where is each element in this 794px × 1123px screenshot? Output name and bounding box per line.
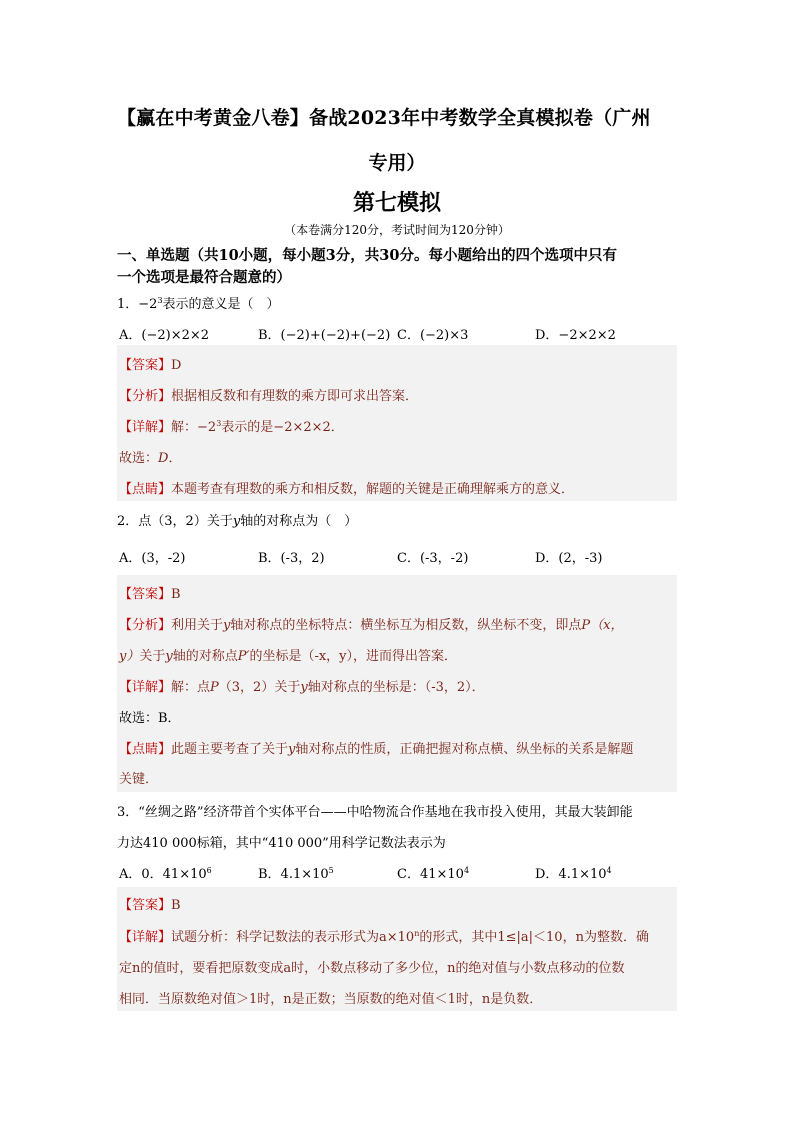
q1-answer-value: D bbox=[171, 358, 182, 373]
detail-label: 【详解】 bbox=[119, 680, 172, 695]
q2-comment-var: y bbox=[288, 742, 296, 757]
q1-option-b: B．(−2)+(−2)+(−2) bbox=[258, 328, 391, 343]
q1-expr: −2 bbox=[138, 297, 158, 312]
q2-analysis-text-c: 轴对称点的坐标特点：横坐标互为相反数，纵坐标不变，即点 bbox=[230, 618, 582, 633]
q1-detail-rest: 表示的是−2×2×2． bbox=[221, 420, 344, 435]
q1-analysis-text: 根据相反数和有理数的乘方即可求出答案． bbox=[171, 389, 419, 404]
q1-choose-label: 故选： bbox=[119, 451, 159, 466]
q3-option-c-base: C．41×10 bbox=[397, 867, 464, 882]
q3-option-b-base: B．4.1×10 bbox=[258, 867, 329, 882]
q2-stem-pre: 2．点（3，2）关于 bbox=[117, 514, 233, 529]
q1-detail bbox=[119, 416, 344, 435]
q3-option-d-base: D．4.1×10 bbox=[535, 867, 607, 882]
q2-detail-c: （3，2）关于 bbox=[218, 680, 301, 695]
detail-label: 【详解】 bbox=[119, 930, 172, 945]
q1-comment-text: 本题考查有理数的乘方和相反数，解题的关键是正确理解乘方的意义． bbox=[171, 482, 575, 497]
q2-detail-a: 解：点 bbox=[171, 680, 211, 695]
q3-option-a bbox=[119, 863, 212, 882]
q1-expr-exponent: 3 bbox=[157, 296, 163, 305]
q1-detail-expr: −2 bbox=[197, 420, 217, 435]
q2-comment-c: 轴对称点的性质，正确把握对称点横、纵坐标的关系是解题 bbox=[295, 742, 634, 757]
document-title-line-2: 专用） bbox=[368, 152, 426, 174]
q3-detail-line-2: 定n的值时，要看把原数变成a时，小数点移动了多少位，n的绝对值与小数点移动的位数 bbox=[119, 961, 625, 976]
document-title-line-1: 【赢在中考黄金八卷】备战2023年中考数学全真模拟卷（广州 bbox=[117, 107, 651, 129]
q2-analysis-text-a: 利用关于 bbox=[171, 618, 224, 633]
q3-option-c bbox=[397, 863, 469, 882]
q2-detail-e: 轴对称点的坐标是：（-3，2）． bbox=[307, 680, 485, 695]
section-heading-line-2: 一个选项是最符合题意的） bbox=[117, 269, 291, 286]
q3-stem-line-1: 3．“丝绸之路”经济带首个实体平台——中哈物流合作基地在我市投入使用，其最大装卸能 bbox=[117, 805, 633, 820]
q1-number: 1． bbox=[117, 297, 139, 312]
q3-option-d-exp: 4 bbox=[606, 866, 612, 875]
q3-option-d bbox=[535, 863, 612, 882]
q1-choose bbox=[119, 447, 181, 466]
q1-stem-text: 表示的意义是（ ） bbox=[162, 297, 280, 312]
q3-detail-line-3: 相同．当原数绝对值＞1时，n是正数；当原数的绝对值＜1时，n是负数． bbox=[119, 992, 543, 1007]
answer-label: 【答案】 bbox=[119, 358, 172, 373]
q2-stem-var: y bbox=[232, 514, 241, 529]
q1-option-a: A．(−2)×2×2 bbox=[119, 328, 210, 343]
q2-answer bbox=[119, 583, 181, 602]
q1-stem bbox=[117, 293, 280, 312]
q3-answer-value: B bbox=[171, 898, 181, 913]
q2-comment-a: 此题主要考查了关于 bbox=[171, 742, 289, 757]
q3-detail-l1-exp: n bbox=[414, 929, 420, 938]
q1-option-c: C．(−2)×3 bbox=[397, 328, 469, 343]
answer-label: 【答案】 bbox=[119, 587, 172, 602]
q2-stem bbox=[117, 510, 357, 529]
q2-stem-rest: 轴的对称点为（ ） bbox=[240, 514, 358, 529]
q1-detail-pre: 解： bbox=[171, 420, 198, 435]
q2-analysis-line-2 bbox=[119, 645, 457, 664]
document-subtitle: 第七模拟 bbox=[352, 190, 441, 216]
comment-label: 【点睛】 bbox=[119, 742, 172, 757]
q3-detail-line-1 bbox=[119, 926, 649, 945]
q2-analysis-var: y bbox=[223, 618, 231, 633]
q1-option-d: D．−2×2×2 bbox=[535, 328, 616, 343]
q2-option-a: A．(3，-2) bbox=[119, 551, 186, 566]
analysis-label: 【分析】 bbox=[119, 618, 172, 633]
q3-detail-l1-b: 的形式，其中1≤|a|＜10，n为整数．确 bbox=[419, 930, 649, 945]
q3-option-b-exp: 5 bbox=[328, 866, 334, 875]
detail-label: 【详解】 bbox=[119, 420, 172, 435]
q2-analysis2-b: 关于 bbox=[139, 649, 166, 664]
q2-analysis2-a: y） bbox=[119, 649, 140, 664]
q3-option-c-exp: 4 bbox=[463, 866, 470, 875]
q2-comment-line-1 bbox=[119, 738, 633, 757]
q2-analysis2-f: 的坐标是（-x，y），进而得出答案． bbox=[249, 649, 458, 664]
q2-detail bbox=[119, 676, 485, 695]
q1-comment bbox=[119, 478, 574, 497]
answer-label: 【答案】 bbox=[119, 898, 172, 913]
q3-detail-l1-a: 试题分析：科学记数法的表示形式为a×10 bbox=[171, 930, 415, 945]
q3-option-b bbox=[258, 863, 334, 882]
q2-analysis2-point: P′ bbox=[237, 649, 250, 664]
q2-choose: 故选：B． bbox=[119, 711, 181, 726]
q3-option-a-base: A．0．41×10 bbox=[119, 867, 207, 882]
q1-answer bbox=[119, 354, 181, 373]
q3-stem-line-2: 力达410 000标箱，其中“410 000”用科学记数法表示为 bbox=[117, 836, 446, 851]
exam-note: （本卷满分120分，考试时间为120分钟） bbox=[284, 223, 510, 237]
q1-choose-end: ． bbox=[168, 451, 182, 466]
q2-answer-value: B bbox=[171, 587, 181, 602]
q2-analysis-line-1 bbox=[119, 614, 624, 633]
analysis-label: 【分析】 bbox=[119, 389, 172, 404]
q1-analysis bbox=[119, 385, 418, 404]
q1-detail-exponent: 3 bbox=[216, 419, 222, 428]
q2-analysis2-d: 轴的对称点 bbox=[172, 649, 238, 664]
q2-option-d: D．(2，-3) bbox=[535, 551, 603, 566]
q3-answer bbox=[119, 894, 181, 913]
q2-detail-var: y bbox=[300, 680, 308, 695]
q2-comment-line-2: 关键． bbox=[119, 772, 159, 787]
q2-detail-point: P bbox=[210, 680, 219, 695]
q2-option-c: C．(-3，-2) bbox=[397, 551, 469, 566]
q2-analysis-point: P（x， bbox=[581, 618, 624, 633]
q2-option-b: B．(-3，2) bbox=[258, 551, 325, 566]
section-heading-line-1: 一、单选题（共10小题，每小题3分，共30分。每小题给出的四个选项中只有 bbox=[117, 247, 617, 264]
q3-option-a-exp: 6 bbox=[206, 866, 212, 875]
comment-label: 【点睛】 bbox=[119, 482, 172, 497]
q2-analysis2-var: y bbox=[165, 649, 173, 664]
q1-choose-answer: D bbox=[158, 451, 169, 466]
